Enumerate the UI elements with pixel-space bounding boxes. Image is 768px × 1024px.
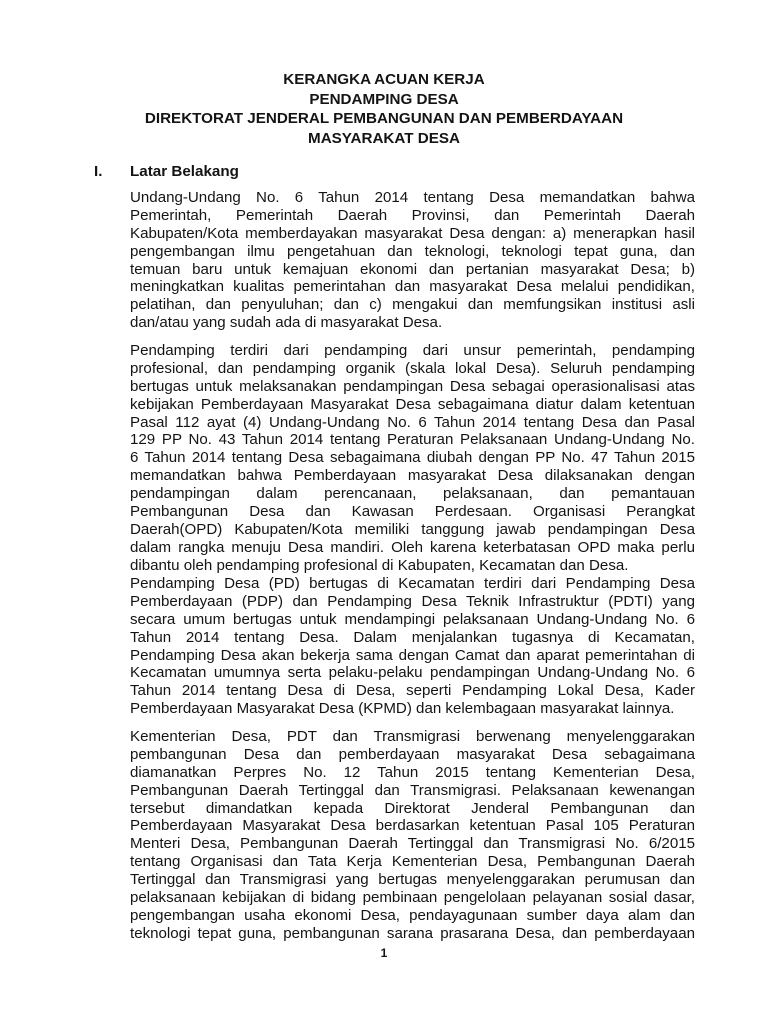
paragraph-line: 6 Tahun 2014 tentang Desa sebagaimana diubah dengan PP No. 47 Tahun 2015 xyxy=(130,449,695,467)
paragraph-line: Pendamping Desa akan bekerja sama dengan Camat dan aparat pemerintahan di xyxy=(130,646,695,664)
paragraph-line: Pendamping terdiri dari pendamping dari unsur pemerintah, pendamping xyxy=(130,342,695,359)
paragraph-4 xyxy=(130,728,695,943)
paragraph-line: Pemberdayaan Masyarakat Desa (KPMD) dan kelembagaan masyarakat lainnya. xyxy=(130,700,675,718)
paragraph-line: dan/atau yang sudah ada di masyarakat Desa. xyxy=(130,314,443,332)
paragraph-line: Pemerintah, Pemerintah Daerah Provinsi, dan Pemerintah Daerah xyxy=(130,206,695,224)
paragraph-line: tersebut dimandatkan kepada Direktorat Jenderal Pembangunan dan xyxy=(130,799,695,817)
document-heading xyxy=(0,70,768,148)
paragraph-line: tentang Organisasi dan Tata Kerja Kementerian Desa, Pembangunan Daerah xyxy=(130,853,695,871)
paragraph-line: profesional, dan pendamping organik (skala lokal Desa). Seluruh pendamping xyxy=(130,359,695,377)
paragraph-line: pendampingan dalam perencanaan, pelaksanaan, dan pemantauan xyxy=(130,485,695,503)
paragraph-line: pelaksanaan kebijakan di bidang pembinaan pengelolaan pelayanan sosial dasar, xyxy=(130,889,695,907)
paragraph-3 xyxy=(130,575,695,718)
paragraph-line: dalam rangka menuju Desa mandiri. Oleh karena keterbatasan OPD maka perlu xyxy=(130,538,695,556)
section-number: I. xyxy=(94,163,103,180)
paragraph-line: dibantu oleh pendamping profesional di Kabupaten, Kecamatan dan Desa. xyxy=(130,556,629,574)
paragraph-line: Kementerian Desa, PDT dan Transmigrasi berwenang menyelenggarakan xyxy=(130,728,695,745)
heading-line-3: DIREKTORAT JENDERAL PEMBANGUNAN DAN PEMBERDAYAAN xyxy=(144,110,624,127)
paragraph-line: meningkatkan kualitas pemerintahan dan masyarakat Desa melalui pendidikan, xyxy=(130,278,695,296)
paragraph-line: Kabupaten/Kota memberdayakan masyarakat Desa dengan: a) menerapkan hasil xyxy=(130,224,695,242)
paragraph-line: memandatkan bahwa Pemberdayaan masyarakat Desa dilaksanakan dengan xyxy=(130,467,695,485)
paragraph-line: kebijakan Pemberdayaan Masyarakat Desa sebagaimana diatur dalam ketentuan xyxy=(130,395,695,413)
paragraph-line: teknologi tepat guna, pembangunan sarana prasarana Desa, dan pemberdayaan xyxy=(130,924,695,942)
section-title: Latar Belakang xyxy=(130,163,239,180)
heading-line-2: PENDAMPING DESA xyxy=(309,90,459,108)
paragraph-line: Pendamping Desa (PD) bertugas di Kecamatan terdiri dari Pendamping Desa xyxy=(130,575,695,592)
heading-line-1: KERANGKA ACUAN KERJA xyxy=(283,71,485,88)
page-number: 1 xyxy=(380,946,388,960)
paragraph-line: Menteri Desa, Pembangunan Daerah Tertinggal dan Transmigrasi No. 6/2015 xyxy=(130,835,695,853)
paragraph-line: Daerah(OPD) Kabupaten/Kota memiliki tanggung jawab pendampingan Desa xyxy=(130,520,695,538)
heading-line-4: MASYARAKAT DESA xyxy=(308,129,460,147)
paragraph-1 xyxy=(130,189,695,332)
paragraph-line: Pembangunan Daerah Tertinggal dan Transmigrasi. Pelaksanaan kewenangan xyxy=(130,781,695,799)
paragraph-line: temuan baru untuk kemajuan ekonomi dan pertanian masyarakat Desa; b) xyxy=(130,260,695,278)
paragraph-line: Pemberdayaan (PDP) dan Pendamping Desa Teknik Infrastruktur (PDTI) yang xyxy=(130,592,695,610)
paragraph-line: Pemberdayaan Masyarakat Desa berdasarkan ketentuan Pasal 105 Peraturan xyxy=(130,817,695,835)
section-heading xyxy=(94,162,239,181)
paragraph-line: bertugas untuk melaksanakan pendampingan Desa sebagai operasionalisasi atas xyxy=(130,377,695,395)
paragraph-line: Pasal 112 ayat (4) Undang-Undang No. 6 Tahun 2014 tentang Desa dan Pasal xyxy=(130,413,695,431)
paragraph-2 xyxy=(130,342,695,575)
paragraph-line: 129 PP No. 43 Tahun 2014 tentang Peraturan Pelaksanaan Undang-Undang No. xyxy=(130,431,695,449)
paragraph-line: Kecamatan umumnya serta pelaku-pelaku pendampingan Undang-Undang No. 6 xyxy=(130,664,695,682)
paragraph-line: secara umum bertugas untuk mendampingi pelaksanaan Undang-Undang No. 6 xyxy=(130,610,695,628)
paragraph-line: pengembangan usaha ekonomi Desa, pendayagunaan sumber daya alam dan xyxy=(130,906,695,924)
paragraph-line: Tahun 2014 tentang Desa. Dalam menjalankan tugasnya di Kecamatan, xyxy=(130,628,695,646)
paragraph-line: pelatihan, dan penyuluhan; dan c) mengakui dan memfungsikan institusi asli xyxy=(130,296,695,314)
paragraph-line: pembangunan Desa dan pemberdayaan masyarakat Desa sebagaimana xyxy=(130,745,695,763)
paragraph-line: Undang-Undang No. 6 Tahun 2014 tentang Desa memandatkan bahwa xyxy=(130,189,695,206)
paragraph-line: Tertinggal dan Transmigrasi yang bertugas menyelenggarakan perumusan dan xyxy=(130,871,695,889)
paragraph-line: Tahun 2014 tentang Desa di Desa, seperti Pendamping Lokal Desa, Kader xyxy=(130,682,695,700)
paragraph-line: diamanatkan Perpres No. 12 Tahun 2015 tentang Kementerian Desa, xyxy=(130,763,695,781)
paragraph-line: pengembangan ilmu pengetahuan dan teknologi, teknologi tepat guna, dan xyxy=(130,242,695,260)
paragraph-line: Pembangunan Desa dan Kawasan Perdesaan. Organisasi Perangkat xyxy=(130,503,695,521)
